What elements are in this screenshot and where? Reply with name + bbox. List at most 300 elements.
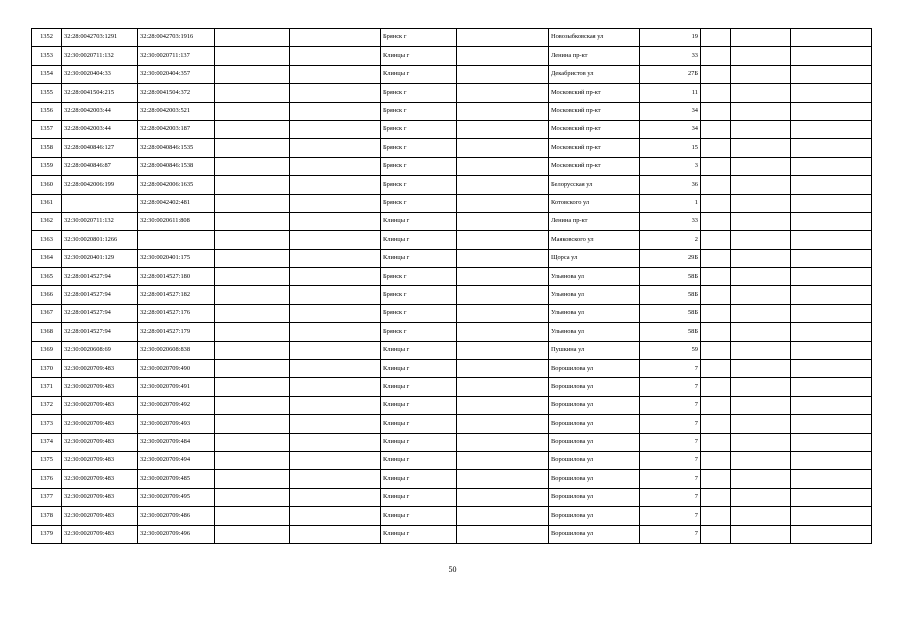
empty-cell-a [215, 323, 290, 341]
empty-cell-f [791, 304, 872, 322]
empty-cell-f [791, 507, 872, 525]
street-cell: Ворошилова ул [549, 470, 640, 488]
empty-cell-b [290, 157, 381, 175]
table-row [32, 268, 872, 286]
street-cell: Московский пр-кт [549, 139, 640, 157]
empty-cell-d [701, 176, 731, 194]
cadastral-number-cell: 32:28:0042703:1291 [62, 29, 138, 47]
table-row [32, 415, 872, 433]
house-number-cell: 33 [640, 47, 701, 65]
locality-cell: Брянск г [381, 268, 457, 286]
object-cadastral-number-cell: 32:28:0042003:521 [138, 102, 215, 120]
street-cell: Белорусская ул [549, 176, 640, 194]
street-cell: Московский пр-кт [549, 102, 640, 120]
cadastral-number-cell: 32:28:0040846:127 [62, 139, 138, 157]
locality-cell: Брянск г [381, 323, 457, 341]
street-cell: Ворошилова ул [549, 360, 640, 378]
street-cell: Ворошилова ул [549, 415, 640, 433]
empty-cell-d [701, 525, 731, 543]
street-cell: Декабристов ул [549, 65, 640, 83]
registry-table [31, 28, 872, 544]
cadastral-number-cell: 32:30:0020709:483 [62, 433, 138, 451]
empty-cell-d [701, 29, 731, 47]
cadastral-number-cell: 32:30:0020711:132 [62, 47, 138, 65]
empty-cell-c [457, 65, 549, 83]
street-cell: Ворошилова ул [549, 525, 640, 543]
street-cell: Маяковского ул [549, 231, 640, 249]
cadastral-number-cell [62, 194, 138, 212]
table-row [32, 84, 872, 102]
empty-cell-b [290, 507, 381, 525]
row-number-cell: 1363 [32, 231, 62, 249]
empty-cell-c [457, 451, 549, 469]
empty-cell-d [701, 268, 731, 286]
cadastral-number-cell: 32:28:0014527:94 [62, 268, 138, 286]
empty-cell-c [457, 304, 549, 322]
object-cadastral-number-cell: 32:30:0020711:137 [138, 47, 215, 65]
house-number-cell: 2 [640, 231, 701, 249]
street-cell: Московский пр-кт [549, 84, 640, 102]
table-row [32, 139, 872, 157]
empty-cell-d [701, 415, 731, 433]
locality-cell: Брянск г [381, 157, 457, 175]
object-cadastral-number-cell: 32:28:0042703:1916 [138, 29, 215, 47]
table-row [32, 323, 872, 341]
empty-cell-e [731, 396, 791, 414]
table-row [32, 304, 872, 322]
row-number-cell: 1362 [32, 212, 62, 230]
empty-cell-e [731, 433, 791, 451]
empty-cell-b [290, 268, 381, 286]
empty-cell-e [731, 84, 791, 102]
empty-cell-e [731, 507, 791, 525]
row-number-cell: 1358 [32, 139, 62, 157]
street-cell: Пушкина ул [549, 341, 640, 359]
empty-cell-d [701, 304, 731, 322]
cadastral-number-cell: 32:30:0020709:483 [62, 378, 138, 396]
cadastral-number-cell: 32:28:0042003:44 [62, 120, 138, 138]
row-number-cell: 1367 [32, 304, 62, 322]
empty-cell-b [290, 194, 381, 212]
locality-cell: Клинцы г [381, 378, 457, 396]
row-number-cell: 1365 [32, 268, 62, 286]
street-cell: Новозыбковская ул [549, 29, 640, 47]
empty-cell-f [791, 286, 872, 304]
empty-cell-f [791, 29, 872, 47]
locality-cell: Клинцы г [381, 488, 457, 506]
empty-cell-b [290, 415, 381, 433]
row-number-cell: 1370 [32, 360, 62, 378]
empty-cell-c [457, 29, 549, 47]
object-cadastral-number-cell: 32:28:0014527:180 [138, 268, 215, 286]
empty-cell-f [791, 84, 872, 102]
house-number-cell: 11 [640, 84, 701, 102]
empty-cell-a [215, 470, 290, 488]
house-number-cell: 34 [640, 120, 701, 138]
house-number-cell: 7 [640, 488, 701, 506]
empty-cell-b [290, 102, 381, 120]
locality-cell: Клинцы г [381, 212, 457, 230]
empty-cell-b [290, 360, 381, 378]
row-number-cell: 1374 [32, 433, 62, 451]
empty-cell-d [701, 323, 731, 341]
cadastral-number-cell: 32:30:0020709:483 [62, 525, 138, 543]
object-cadastral-number-cell: 32:30:0020709:494 [138, 451, 215, 469]
empty-cell-d [701, 157, 731, 175]
empty-cell-b [290, 451, 381, 469]
empty-cell-e [731, 176, 791, 194]
object-cadastral-number-cell [138, 231, 215, 249]
locality-cell: Клинцы г [381, 507, 457, 525]
locality-cell: Брянск г [381, 194, 457, 212]
empty-cell-f [791, 323, 872, 341]
object-cadastral-number-cell: 32:28:0014527:179 [138, 323, 215, 341]
empty-cell-b [290, 488, 381, 506]
street-cell: Ворошилова ул [549, 396, 640, 414]
empty-cell-b [290, 396, 381, 414]
empty-cell-f [791, 65, 872, 83]
cadastral-number-cell: 32:30:0020404:33 [62, 65, 138, 83]
row-number-cell: 1373 [32, 415, 62, 433]
street-cell: Ворошилова ул [549, 451, 640, 469]
empty-cell-a [215, 525, 290, 543]
empty-cell-b [290, 470, 381, 488]
object-cadastral-number-cell: 32:30:0020611:808 [138, 212, 215, 230]
street-cell: Ворошилова ул [549, 378, 640, 396]
empty-cell-d [701, 488, 731, 506]
empty-cell-c [457, 139, 549, 157]
empty-cell-d [701, 65, 731, 83]
empty-cell-a [215, 139, 290, 157]
house-number-cell: 34 [640, 102, 701, 120]
empty-cell-f [791, 415, 872, 433]
empty-cell-d [701, 194, 731, 212]
empty-cell-b [290, 120, 381, 138]
empty-cell-e [731, 525, 791, 543]
table-row [32, 488, 872, 506]
object-cadastral-number-cell: 32:28:0042003:187 [138, 120, 215, 138]
cadastral-number-cell: 32:28:0014527:94 [62, 286, 138, 304]
empty-cell-d [701, 286, 731, 304]
house-number-cell: 58Б [640, 323, 701, 341]
table-row [32, 120, 872, 138]
empty-cell-f [791, 378, 872, 396]
house-number-cell: 27Б [640, 65, 701, 83]
table-row [32, 29, 872, 47]
empty-cell-b [290, 47, 381, 65]
cadastral-number-cell: 32:30:0020711:132 [62, 212, 138, 230]
empty-cell-b [290, 139, 381, 157]
empty-cell-a [215, 341, 290, 359]
cadastral-number-cell: 32:30:0020801:1266 [62, 231, 138, 249]
empty-cell-f [791, 157, 872, 175]
empty-cell-b [290, 65, 381, 83]
object-cadastral-number-cell: 32:28:0040846:1535 [138, 139, 215, 157]
object-cadastral-number-cell: 32:30:0020709:492 [138, 396, 215, 414]
locality-cell: Клинцы г [381, 470, 457, 488]
empty-cell-a [215, 47, 290, 65]
empty-cell-b [290, 249, 381, 267]
row-number-cell: 1368 [32, 323, 62, 341]
row-number-cell: 1354 [32, 65, 62, 83]
empty-cell-f [791, 451, 872, 469]
empty-cell-d [701, 231, 731, 249]
empty-cell-a [215, 433, 290, 451]
house-number-cell: 3 [640, 157, 701, 175]
row-number-cell: 1372 [32, 396, 62, 414]
object-cadastral-number-cell: 32:30:0020709:493 [138, 415, 215, 433]
table-row [32, 157, 872, 175]
empty-cell-e [731, 231, 791, 249]
street-cell: Щорса ул [549, 249, 640, 267]
empty-cell-e [731, 102, 791, 120]
object-cadastral-number-cell: 32:30:0020709:496 [138, 525, 215, 543]
empty-cell-e [731, 29, 791, 47]
empty-cell-c [457, 488, 549, 506]
house-number-cell: 59 [640, 341, 701, 359]
street-cell: Ленина пр-кт [549, 47, 640, 65]
cadastral-number-cell: 32:28:0014527:94 [62, 323, 138, 341]
page-number: 50 [448, 565, 457, 574]
object-cadastral-number-cell: 32:30:0020608:838 [138, 341, 215, 359]
table-row [32, 249, 872, 267]
house-number-cell: 7 [640, 470, 701, 488]
empty-cell-e [731, 415, 791, 433]
empty-cell-c [457, 286, 549, 304]
empty-cell-f [791, 488, 872, 506]
empty-cell-c [457, 470, 549, 488]
row-number-cell: 1352 [32, 29, 62, 47]
empty-cell-b [290, 84, 381, 102]
street-cell: Ворошилова ул [549, 433, 640, 451]
empty-cell-a [215, 396, 290, 414]
table-row [32, 194, 872, 212]
empty-cell-f [791, 139, 872, 157]
empty-cell-d [701, 139, 731, 157]
empty-cell-f [791, 433, 872, 451]
empty-cell-c [457, 323, 549, 341]
empty-cell-b [290, 176, 381, 194]
empty-cell-c [457, 378, 549, 396]
empty-cell-f [791, 176, 872, 194]
street-cell: Ворошилова ул [549, 488, 640, 506]
empty-cell-e [731, 360, 791, 378]
empty-cell-d [701, 396, 731, 414]
house-number-cell: 7 [640, 433, 701, 451]
cadastral-number-cell: 32:30:0020709:483 [62, 488, 138, 506]
empty-cell-d [701, 451, 731, 469]
cadastral-number-cell: 32:30:0020709:483 [62, 396, 138, 414]
empty-cell-c [457, 249, 549, 267]
empty-cell-d [701, 507, 731, 525]
object-cadastral-number-cell: 32:30:0020709:490 [138, 360, 215, 378]
table-row [32, 176, 872, 194]
empty-cell-a [215, 507, 290, 525]
locality-cell: Клинцы г [381, 231, 457, 249]
empty-cell-d [701, 47, 731, 65]
empty-cell-a [215, 157, 290, 175]
locality-cell: Клинцы г [381, 47, 457, 65]
table-row [32, 231, 872, 249]
table-row [32, 360, 872, 378]
empty-cell-d [701, 102, 731, 120]
row-number-cell: 1355 [32, 84, 62, 102]
row-number-cell: 1375 [32, 451, 62, 469]
locality-cell: Клинцы г [381, 415, 457, 433]
house-number-cell: 29Б [640, 249, 701, 267]
street-cell: Ворошилова ул [549, 507, 640, 525]
empty-cell-d [701, 120, 731, 138]
empty-cell-a [215, 194, 290, 212]
table-row [32, 378, 872, 396]
empty-cell-e [731, 47, 791, 65]
empty-cell-a [215, 231, 290, 249]
empty-cell-d [701, 249, 731, 267]
locality-cell: Брянск г [381, 304, 457, 322]
empty-cell-a [215, 249, 290, 267]
house-number-cell: 36 [640, 176, 701, 194]
street-cell: Ульянова ул [549, 304, 640, 322]
empty-cell-f [791, 102, 872, 120]
locality-cell: Клинцы г [381, 65, 457, 83]
empty-cell-a [215, 268, 290, 286]
empty-cell-a [215, 451, 290, 469]
street-cell: Ленина пр-кт [549, 212, 640, 230]
registry-table-container [31, 28, 872, 544]
empty-cell-c [457, 120, 549, 138]
empty-cell-c [457, 415, 549, 433]
row-number-cell: 1361 [32, 194, 62, 212]
object-cadastral-number-cell: 32:30:0020401:175 [138, 249, 215, 267]
locality-cell: Брянск г [381, 29, 457, 47]
empty-cell-a [215, 286, 290, 304]
house-number-cell: 7 [640, 525, 701, 543]
cadastral-number-cell: 32:28:0040846:87 [62, 157, 138, 175]
object-cadastral-number-cell: 32:28:0014527:176 [138, 304, 215, 322]
empty-cell-a [215, 304, 290, 322]
cadastral-number-cell: 32:28:0014527:94 [62, 304, 138, 322]
object-cadastral-number-cell: 32:30:0020709:495 [138, 488, 215, 506]
empty-cell-a [215, 212, 290, 230]
street-cell: Котовского ул [549, 194, 640, 212]
object-cadastral-number-cell: 32:28:0041504:372 [138, 84, 215, 102]
empty-cell-a [215, 378, 290, 396]
empty-cell-b [290, 341, 381, 359]
empty-cell-d [701, 212, 731, 230]
locality-cell: Клинцы г [381, 360, 457, 378]
empty-cell-e [731, 157, 791, 175]
locality-cell: Клинцы г [381, 525, 457, 543]
cadastral-number-cell: 32:30:0020709:483 [62, 360, 138, 378]
street-cell: Московский пр-кт [549, 157, 640, 175]
object-cadastral-number-cell: 32:30:0020709:484 [138, 433, 215, 451]
empty-cell-c [457, 176, 549, 194]
house-number-cell: 15 [640, 139, 701, 157]
empty-cell-b [290, 231, 381, 249]
table-row [32, 433, 872, 451]
empty-cell-a [215, 84, 290, 102]
empty-cell-f [791, 212, 872, 230]
empty-cell-a [215, 120, 290, 138]
empty-cell-c [457, 341, 549, 359]
empty-cell-c [457, 231, 549, 249]
row-number-cell: 1360 [32, 176, 62, 194]
table-row [32, 286, 872, 304]
object-cadastral-number-cell: 32:30:0020404:357 [138, 65, 215, 83]
row-number-cell: 1377 [32, 488, 62, 506]
empty-cell-e [731, 323, 791, 341]
empty-cell-f [791, 360, 872, 378]
empty-cell-c [457, 360, 549, 378]
cadastral-number-cell: 32:28:0041504:215 [62, 84, 138, 102]
empty-cell-c [457, 47, 549, 65]
row-number-cell: 1369 [32, 341, 62, 359]
empty-cell-f [791, 231, 872, 249]
row-number-cell: 1371 [32, 378, 62, 396]
row-number-cell: 1379 [32, 525, 62, 543]
empty-cell-d [701, 341, 731, 359]
locality-cell: Брянск г [381, 286, 457, 304]
empty-cell-d [701, 433, 731, 451]
locality-cell: Брянск г [381, 84, 457, 102]
empty-cell-a [215, 102, 290, 120]
empty-cell-b [290, 378, 381, 396]
street-cell: Ульянова ул [549, 323, 640, 341]
cadastral-number-cell: 32:30:0020608:69 [62, 341, 138, 359]
empty-cell-c [457, 433, 549, 451]
empty-cell-e [731, 451, 791, 469]
house-number-cell: 58Б [640, 268, 701, 286]
house-number-cell: 7 [640, 360, 701, 378]
table-row [32, 212, 872, 230]
empty-cell-e [731, 268, 791, 286]
row-number-cell: 1357 [32, 120, 62, 138]
cadastral-number-cell: 32:28:0042006:199 [62, 176, 138, 194]
house-number-cell: 33 [640, 212, 701, 230]
table-row [32, 507, 872, 525]
empty-cell-c [457, 194, 549, 212]
empty-cell-c [457, 507, 549, 525]
empty-cell-f [791, 470, 872, 488]
empty-cell-e [731, 194, 791, 212]
empty-cell-c [457, 84, 549, 102]
empty-cell-a [215, 488, 290, 506]
street-cell: Московский пр-кт [549, 120, 640, 138]
empty-cell-c [457, 212, 549, 230]
empty-cell-a [215, 29, 290, 47]
locality-cell: Клинцы г [381, 249, 457, 267]
locality-cell: Брянск г [381, 176, 457, 194]
table-row [32, 470, 872, 488]
empty-cell-f [791, 249, 872, 267]
empty-cell-e [731, 65, 791, 83]
empty-cell-d [701, 84, 731, 102]
cadastral-number-cell: 32:30:0020709:483 [62, 415, 138, 433]
empty-cell-d [701, 360, 731, 378]
empty-cell-f [791, 47, 872, 65]
row-number-cell: 1359 [32, 157, 62, 175]
object-cadastral-number-cell: 32:28:0014527:182 [138, 286, 215, 304]
house-number-cell: 7 [640, 396, 701, 414]
locality-cell: Клинцы г [381, 341, 457, 359]
empty-cell-e [731, 378, 791, 396]
empty-cell-d [701, 378, 731, 396]
house-number-cell: 7 [640, 451, 701, 469]
empty-cell-f [791, 396, 872, 414]
empty-cell-a [215, 65, 290, 83]
empty-cell-a [215, 360, 290, 378]
empty-cell-e [731, 120, 791, 138]
